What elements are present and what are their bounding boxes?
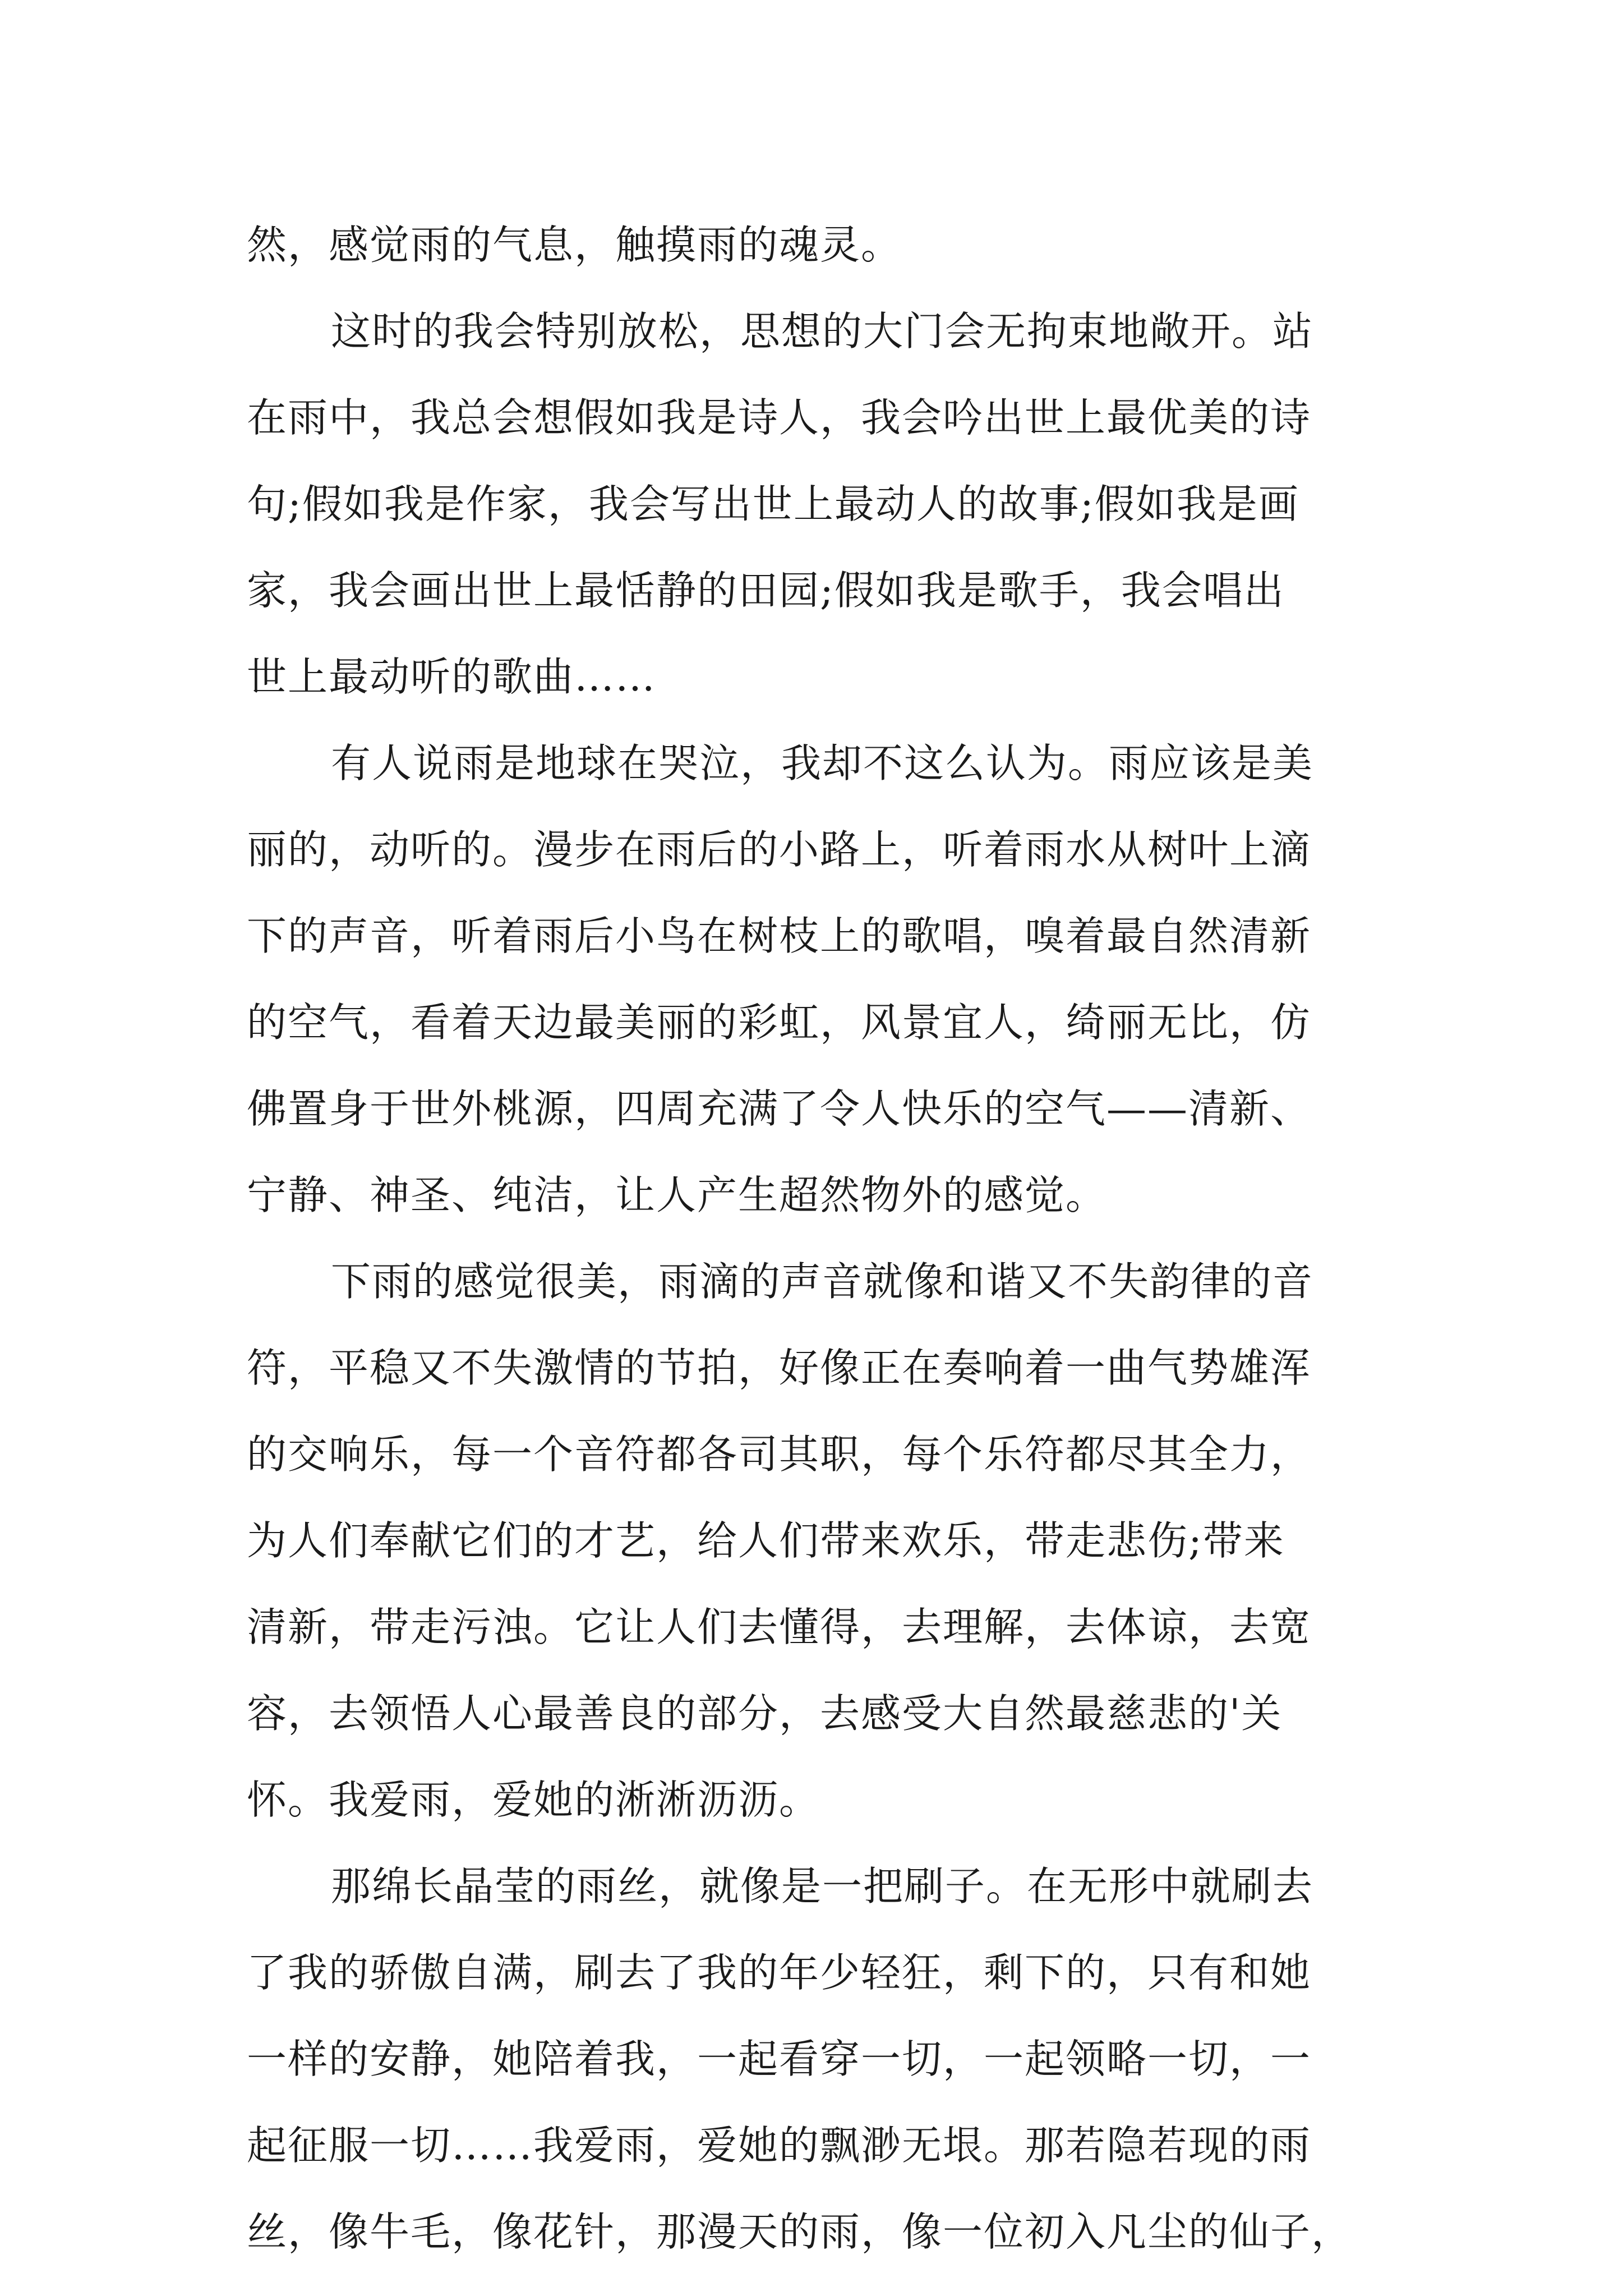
text-line: 怀。我爱雨，爱她的淅淅沥沥。	[247, 1777, 820, 1823]
text-line: 下的声音，听着雨后小鸟在树枝上的歌唱，嗅着最自然清新	[247, 913, 1312, 959]
text-line: 为人们奉献它们的才艺，给人们带来欢乐，带走悲伤;带来	[247, 1517, 1285, 1564]
body-text	[247, 202, 1391, 2275]
text-line: 的交响乐，每一个音符都各司其职，每个乐符都尽其全力，	[247, 1431, 1312, 1478]
text-line: 一样的安静，她陪着我，一起看穿一切，一起领略一切，一	[247, 2036, 1312, 2082]
text-line: 宁静、神圣、纯洁，让人产生超然物外的感觉。	[247, 1172, 1107, 1218]
text-line: 起征服一切……我爱雨，爱她的飘渺无垠。那若隐若现的雨	[247, 2122, 1312, 2169]
text-line: 佛置身于世外桃源，四周充满了令人快乐的空气——清新、	[247, 1085, 1312, 1132]
text-line: 家，我会画出世上最恬静的田园;假如我是歌手，我会唱出	[247, 567, 1285, 614]
paragraph-first-line: 下雨的感觉很美，雨滴的声音就像和谐又不失韵律的音	[331, 1258, 1314, 1305]
text-line: 清新，带走污浊。它让人们去懂得，去理解，去体谅，去宽	[247, 1604, 1312, 1650]
text-line: 丝，像牛毛，像花针，那漫天的雨，像一位初入凡尘的仙子，	[247, 2208, 1353, 2255]
text-line: 丽的，动听的。漫步在雨后的小路上，听着雨水从树叶上滴	[247, 826, 1312, 873]
text-line: 在雨中，我总会想假如我是诗人，我会吟出世上最优美的诗	[247, 394, 1312, 441]
text-line: 容，去领悟人心最善良的部分，去感受大自然最慈悲的'关	[247, 1690, 1283, 1737]
paragraph-first-line: 有人说雨是地球在哭泣，我却不这么认为。雨应该是美	[331, 740, 1314, 786]
text-line: 然，感觉雨的气息，触摸雨的魂灵。	[247, 222, 902, 268]
text-line: 了我的骄傲自满，刷去了我的年少轻狂，剩下的，只有和她	[247, 1949, 1312, 1996]
text-line: 句;假如我是作家，我会写出世上最动人的故事;假如我是画	[247, 481, 1299, 527]
text-line: 世上最动听的歌曲……	[247, 654, 657, 700]
text-line: 符，平稳又不失激情的节拍，好像正在奏响着一曲气势雄浑	[247, 1345, 1312, 1391]
text-line: 的空气，看着天边最美丽的彩虹，风景宜人，绮丽无比，仿	[247, 999, 1312, 1046]
paragraph-first-line: 这时的我会特别放松，思想的大门会无拘束地敞开。站	[331, 308, 1314, 355]
paragraph-first-line: 那绵长晶莹的雨丝，就像是一把刷子。在无形中就刷去	[331, 1863, 1314, 1910]
